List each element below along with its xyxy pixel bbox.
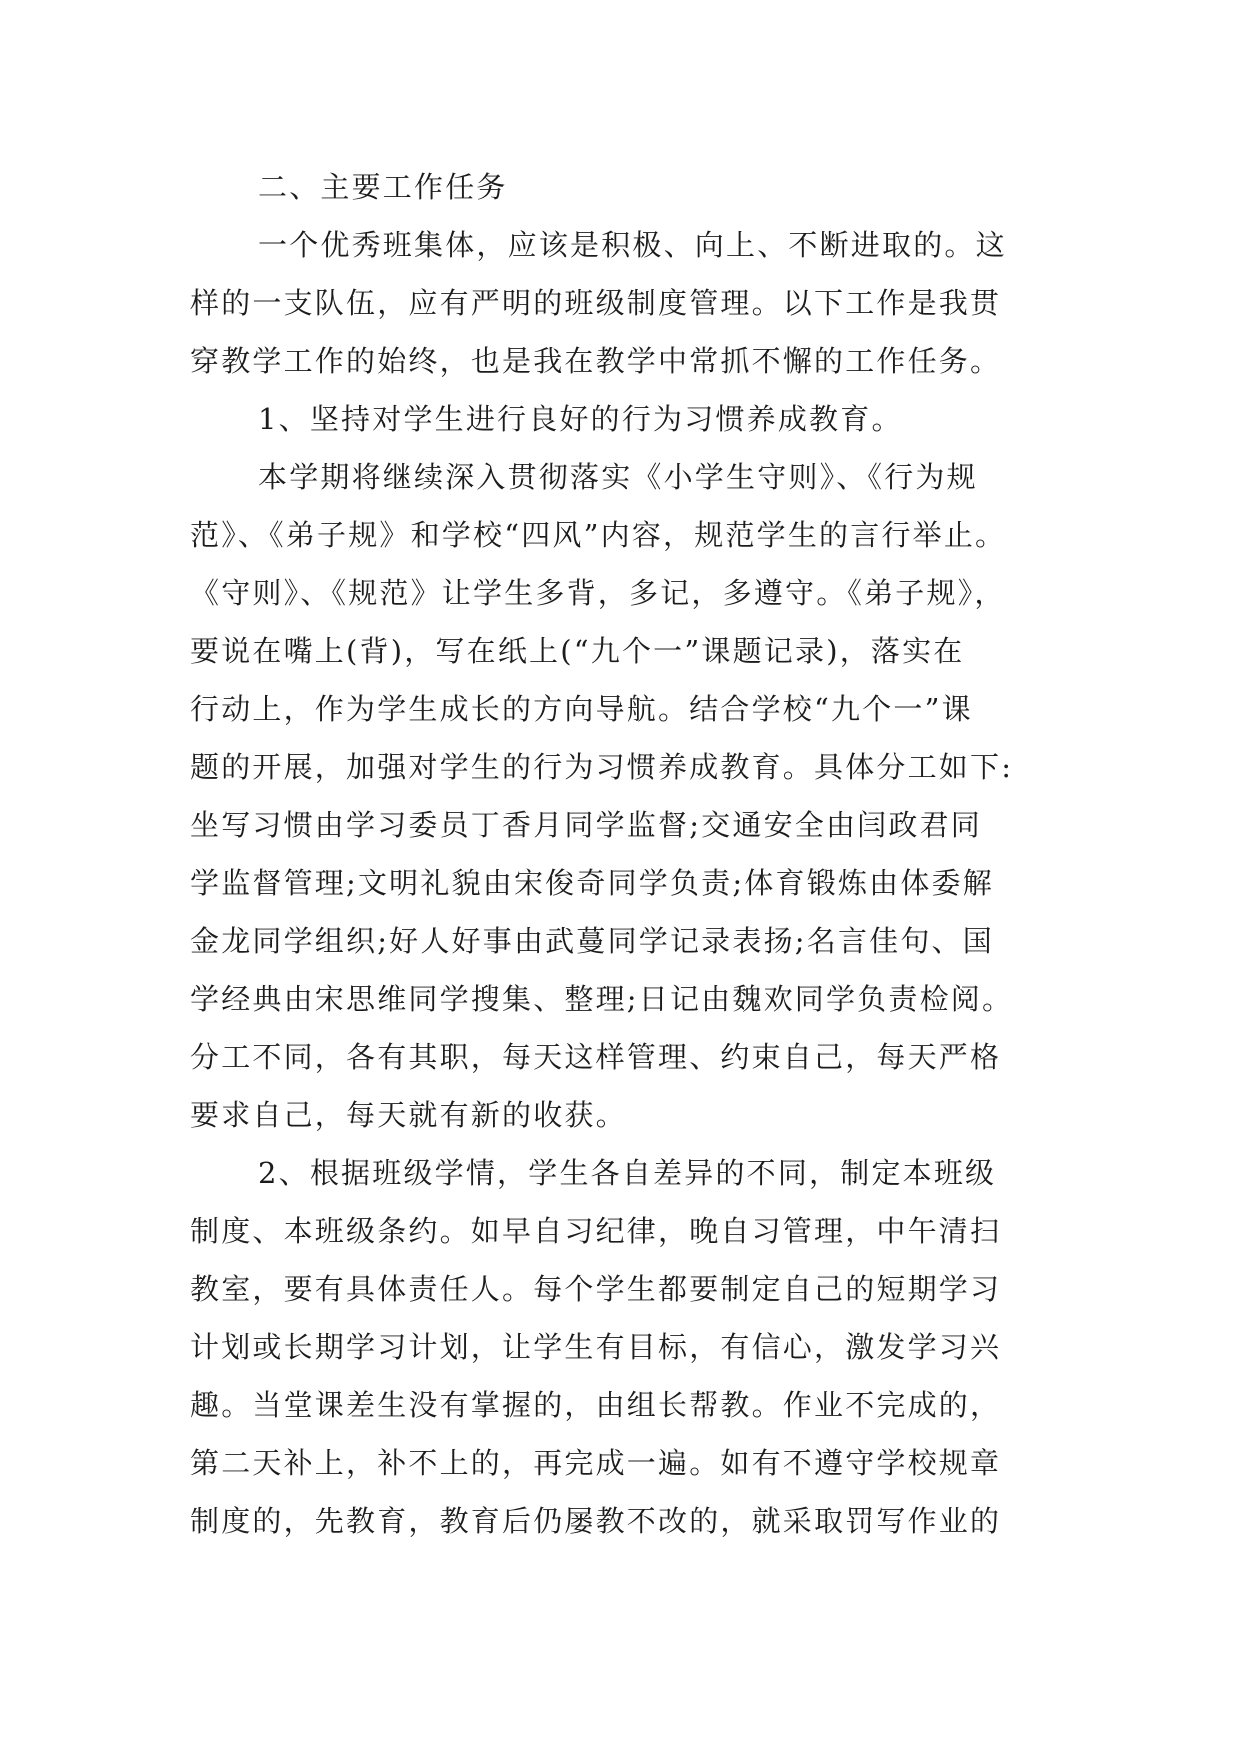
- subheading: 1、坚持对学生进行良好的行为习惯养成教育。: [258, 402, 903, 436]
- paragraph-line: 计划或长期学习计划，让学生有目标，有信心，激发学习兴: [190, 1330, 1002, 1364]
- paragraph-line: 学监督管理;文明礼貌由宋俊奇同学负责;体育锻炼由体委解: [190, 866, 994, 900]
- paragraph-line: 坐写习惯由学习委员丁香月同学监督;交通安全由闫政君同: [190, 808, 982, 842]
- paragraph-line: 第二天补上，补不上的，再完成一遍。如有不遵守学校规章: [190, 1446, 1002, 1480]
- paragraph-line: 要求自己，每天就有新的收获。: [190, 1098, 627, 1132]
- paragraph-line: 题的开展，加强对学生的行为习惯养成教育。具体分工如下:: [190, 750, 1014, 784]
- paragraph-line: 趣。当堂课差生没有掌握的，由组长帮教。作业不完成的，: [190, 1388, 1002, 1422]
- paragraph-line: 穿教学工作的始终，也是我在教学中常抓不懈的工作任务。: [190, 344, 1002, 378]
- paragraph-line: 本学期将继续深入贯彻落实《小学生守则》、《行为规: [258, 460, 978, 494]
- paragraph-line: 样的一支队伍，应有严明的班级制度管理。以下工作是我贯: [190, 286, 1002, 320]
- paragraph-line: 制度、本班级条约。如早自习纪律，晚自习管理，中午清扫: [190, 1214, 1002, 1248]
- paragraph-line: 2、根据班级学情，学生各自差异的不同，制定本班级: [258, 1156, 997, 1190]
- paragraph-line: 一个优秀班集体，应该是积极、向上、不断进取的。这: [258, 228, 1007, 262]
- paragraph-line: 要说在嘴上(背)，写在纸上(“九个一”课题记录)，落实在: [190, 634, 965, 668]
- paragraph-line: 制度的，先教育，教育后仍屡教不改的，就采取罚写作业的: [190, 1504, 1002, 1538]
- paragraph-line: 学经典由宋思维同学搜集、整理;日记由魏欢同学负责检阅。: [190, 982, 1014, 1016]
- paragraph-line: 金龙同学组织;好人好事由武蔓同学记录表扬;名言佳句、国: [190, 924, 994, 958]
- paragraph-line: 行动上，作为学生成长的方向导航。结合学校“九个一”课: [190, 692, 973, 726]
- paragraph-line: 《守则》、《规范》让学生多背，多记，多遵守。《弟子规》，: [190, 576, 1006, 610]
- paragraph-line: 分工不同，各有其职，每天这样管理、约束自己，每天严格: [190, 1040, 1002, 1074]
- section-heading: 二、主要工作任务: [258, 170, 508, 204]
- paragraph-line: 教室，要有具体责任人。每个学生都要制定自己的短期学习: [190, 1272, 1002, 1306]
- paragraph-line: 范》、《弟子规》和学校“四风”内容，规范学生的言行举止。: [190, 518, 1007, 552]
